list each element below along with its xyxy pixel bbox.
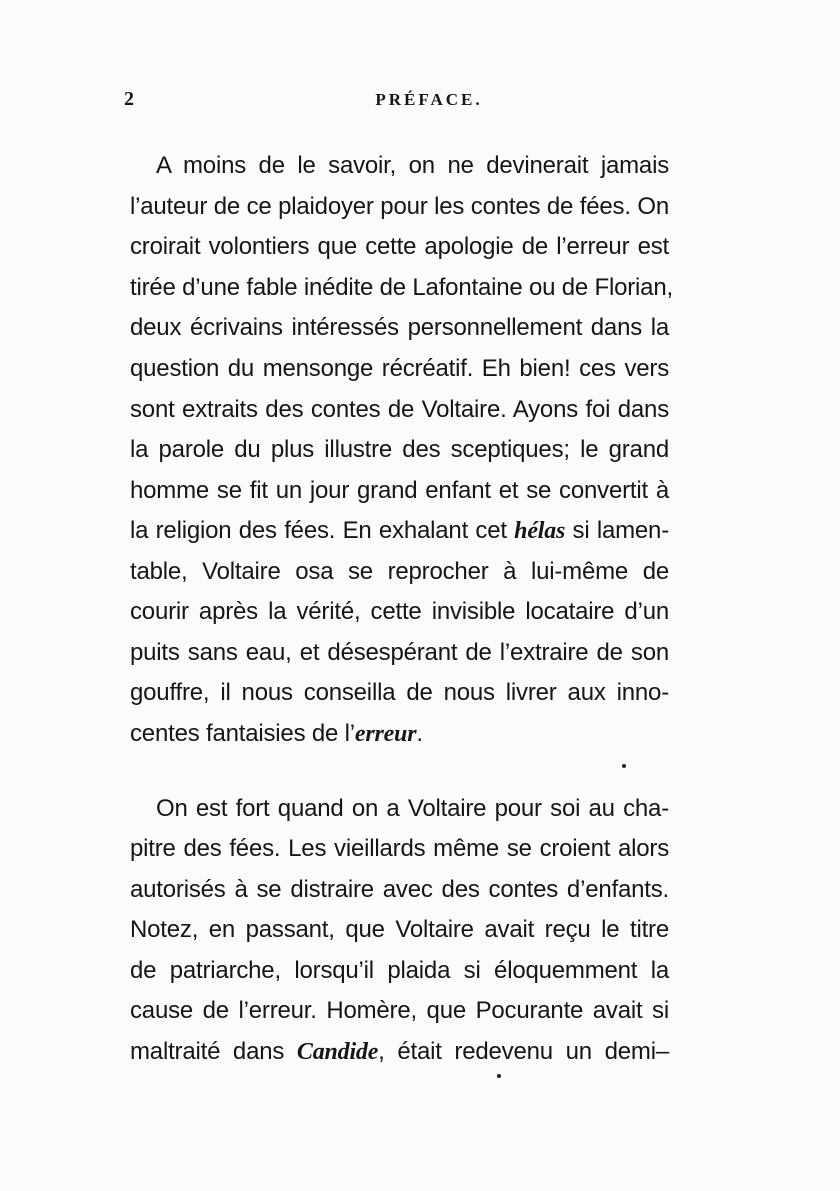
text-line: puits sans eau, et désespérant de l’extraire de son: [130, 639, 669, 666]
italic-word: Candide: [296, 1039, 379, 1065]
line-text: , était redevenu un demi–: [378, 1038, 669, 1065]
text-line: [130, 516, 669, 546]
ink-speck: [497, 1074, 501, 1078]
text-line: homme se fit un jour grand enfant et se convertit à: [130, 477, 669, 504]
line-text: maltraité dans: [130, 1038, 297, 1065]
text-line: [130, 1037, 669, 1067]
text-line: deux écrivains intéressés personnellement dans la: [130, 314, 669, 341]
text-line: A moins de le savoir, on ne devinerait jamais: [156, 152, 669, 179]
text-line: cause de l’erreur. Homère, que Pocurante avait si: [130, 997, 669, 1024]
text-line: [130, 719, 669, 749]
italic-word: hélas: [514, 518, 566, 544]
text-line: l’auteur de ce plaidoyer pour les contes de fées. On: [130, 193, 669, 220]
text-line: question du mensonge récréatif. Eh bien! ces vers: [130, 355, 669, 382]
text-line: gouffre, il nous conseilla de nous livrer aux inno-: [130, 679, 669, 706]
text-line: On est fort quand on a Voltaire pour soi au cha-: [156, 795, 669, 822]
text-line: la parole du plus illustre des sceptiques; le grand: [130, 436, 669, 463]
italic-word: erreur: [354, 721, 417, 747]
line-text: centes fantaisies de l’: [130, 720, 355, 747]
text-line: tirée d’une fable inédite de Lafontaine ou de Florian,: [130, 274, 673, 301]
text-line: table, Voltaire osa se reprocher à lui-même de: [130, 558, 669, 585]
text-line: courir après la vérité, cette invisible locataire d’un: [130, 598, 669, 625]
line-text: .: [416, 720, 423, 747]
text-line: de patriarche, lorsqu’il plaida si éloquemment la: [130, 957, 669, 984]
text-line: pitre des fées. Les vieillards même se croient alors: [130, 835, 669, 862]
text-line: autorisés à se distraire avec des contes d’enfants.: [130, 876, 669, 903]
line-text: la religion des fées. En exhalant cet: [130, 517, 515, 544]
line-text: si lamen-: [565, 517, 669, 544]
ink-speck: [622, 764, 626, 768]
text-line: Notez, en passant, que Voltaire avait reçu le titre: [130, 916, 669, 943]
page-number: 2: [124, 88, 134, 110]
text-line: croirait volontiers que cette apologie de l’erreur est: [130, 233, 669, 260]
text-line: sont extraits des contes de Voltaire. Ayons foi dans: [130, 396, 669, 423]
running-head: PRÉFACE.: [375, 90, 483, 109]
